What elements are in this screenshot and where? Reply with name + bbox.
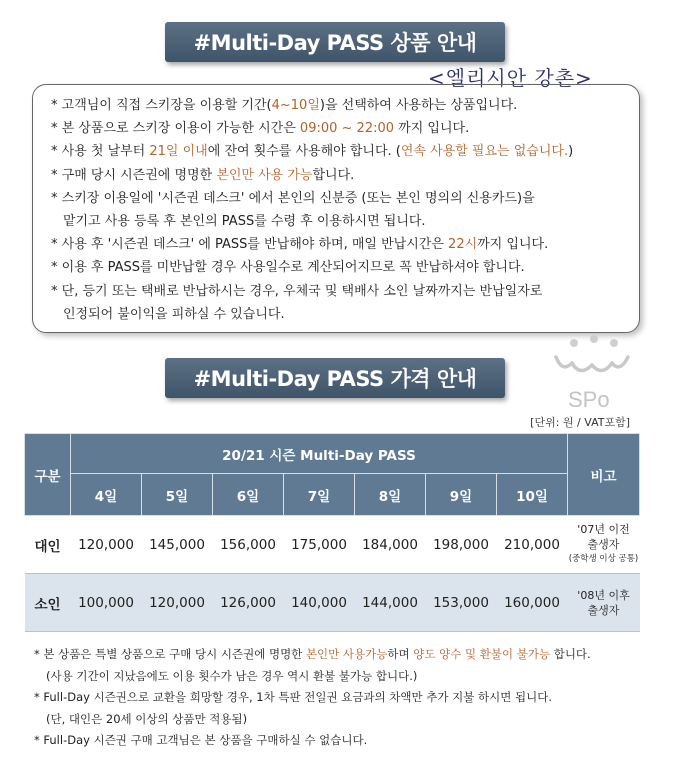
footnote: * Full-Day 시즌권으로 교환을 희망할 경우, 1차 특판 전일권 요금과의 차액만 추가 지불 하시면 됩니다. bbox=[34, 690, 552, 704]
note-cell bbox=[568, 574, 640, 632]
col-note-header: 비고 bbox=[568, 434, 640, 516]
price-cell: 175,000 bbox=[284, 516, 355, 574]
day-header: 5일 bbox=[142, 474, 213, 516]
info-line: * 구매 당시 시즌권에 명명한 본인만 사용 가능합니다. bbox=[51, 167, 355, 183]
price-cell: 156,000 bbox=[213, 516, 284, 574]
note-small: (중학생 이상 공통) bbox=[568, 554, 639, 564]
price-title-banner bbox=[165, 358, 505, 398]
info-line: * 스키장 이용일에 '시즌권 데스크' 에서 본인의 신분증 (또는 본인 명의의 신용카드)을 bbox=[51, 190, 535, 206]
watermark-logo bbox=[548, 333, 638, 413]
handwritten-note: <엘리시안 강촌> bbox=[428, 66, 593, 90]
footnote: (단, 대인은 20세 이상의 상품만 적용됨) bbox=[46, 711, 248, 726]
price-cell: 145,000 bbox=[142, 516, 213, 574]
day-header: 7일 bbox=[284, 474, 355, 516]
note-line: 출생자 bbox=[587, 603, 620, 617]
info-line: * 사용 첫 날부터 21일 이내에 잔여 횟수를 사용해야 합니다. (연속 사용할 필요는 없습니다.) bbox=[51, 144, 574, 160]
price-cell: 100,000 bbox=[71, 574, 142, 632]
price-cell: 184,000 bbox=[355, 516, 426, 574]
day-header: 9일 bbox=[426, 474, 497, 516]
table-row-adult bbox=[25, 516, 640, 574]
footnotes bbox=[34, 644, 591, 752]
price-cell: 153,000 bbox=[426, 574, 497, 632]
footnote: (사용 기간이 지났음에도 이용 횟수가 남은 경우 역시 환불 불가능 합니다.) bbox=[46, 668, 418, 683]
footnote: * 본 상품은 특별 상품으로 구매 당시 시즌권에 명명한 본인만 사용가능하며 양도 양수 및 환불이 불가능 합니다. bbox=[34, 647, 591, 661]
day-header: 10일 bbox=[497, 474, 568, 516]
info-title-banner bbox=[165, 22, 505, 62]
note-line: '08년 이후 bbox=[577, 588, 630, 602]
price-cell: 126,000 bbox=[213, 574, 284, 632]
info-title: #Multi-Day PASS 상품 안내 bbox=[193, 31, 477, 55]
col-title-header: 20/21 시즌 Multi-Day PASS bbox=[71, 434, 568, 474]
info-line: * 고객님이 직접 스키장을 이용할 기간(4~10일)을 선택하여 사용하는 상품입니다. bbox=[51, 98, 518, 113]
price-cell: 210,000 bbox=[497, 516, 568, 574]
price-table bbox=[24, 433, 640, 632]
info-box bbox=[32, 84, 640, 333]
info-line: 인정되어 불이익을 피하실 수 있습니다. bbox=[63, 306, 285, 322]
table-row-child bbox=[25, 574, 640, 632]
info-line: * 이용 후 PASS를 미반납할 경우 사용일수로 계산되어지므로 꼭 반납하셔야 합니다. bbox=[51, 260, 525, 276]
price-cell: 140,000 bbox=[284, 574, 355, 632]
row-label: 대인 bbox=[25, 516, 71, 574]
day-header: 8일 bbox=[355, 474, 426, 516]
price-cell: 198,000 bbox=[426, 516, 497, 574]
day-header: 6일 bbox=[213, 474, 284, 516]
info-line: * 단, 등기 또는 택배로 반납하시는 경우, 우체국 및 택배사 소인 날짜까지는 반납일자로 bbox=[51, 283, 543, 299]
price-cell: 144,000 bbox=[355, 574, 426, 632]
price-cell: 120,000 bbox=[142, 574, 213, 632]
footnote: * Full-Day 시즌권 구매 고객님은 본 상품을 구매하실 수 없습니다. bbox=[34, 733, 368, 747]
col-group-header: 구분 bbox=[25, 434, 71, 516]
note-cell bbox=[568, 516, 640, 574]
info-line: * 사용 후 '시즌권 데스크' 에 PASS를 반납해야 하며, 매일 반납시간은 22시까지 입니다. bbox=[51, 237, 549, 253]
unit-label: [단위: 원 / VAT포함] bbox=[530, 416, 630, 429]
note-line: 출생자 bbox=[587, 538, 620, 551]
info-line: * 본 상품으로 스키장 이용이 가능한 시간은 09:00 ~ 22:00 까지 입니다. bbox=[51, 121, 470, 137]
price-cell: 160,000 bbox=[497, 574, 568, 632]
day-header: 4일 bbox=[71, 474, 142, 516]
logo-text: SPo bbox=[568, 387, 610, 412]
price-title: #Multi-Day PASS 가격 안내 bbox=[193, 367, 477, 391]
price-cell: 120,000 bbox=[71, 516, 142, 574]
info-line: 맡기고 사용 등록 후 본인의 PASS를 수령 후 이용하시면 됩니다. bbox=[63, 214, 426, 230]
note-line: '07년 이전 bbox=[577, 523, 630, 536]
row-label: 소인 bbox=[25, 574, 71, 632]
